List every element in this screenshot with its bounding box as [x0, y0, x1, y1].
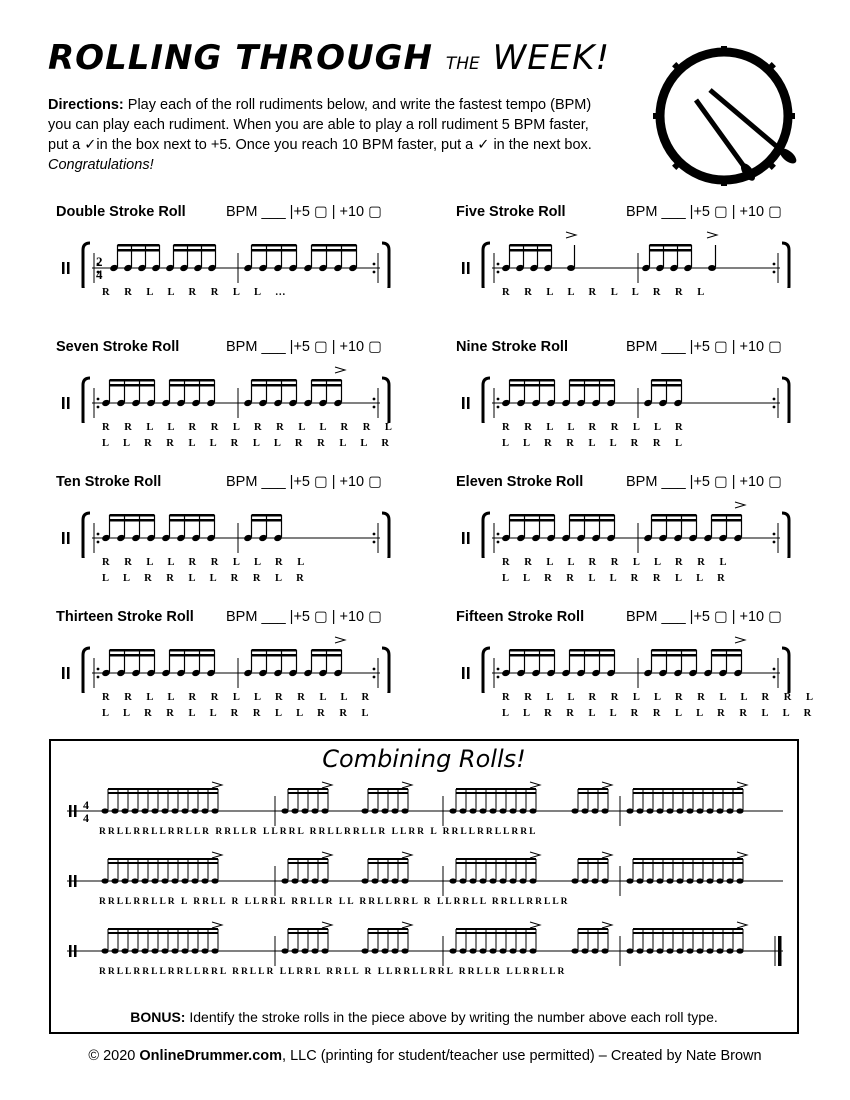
repeat-dot	[773, 668, 776, 671]
rudiment-staff	[456, 363, 801, 423]
beam	[312, 654, 342, 657]
sticking-line-2: L L R R L L R L L R R L L R	[102, 438, 396, 449]
combo-title: Combining Rolls!	[322, 745, 526, 773]
beam	[510, 379, 555, 382]
repeat-bracket	[83, 378, 90, 423]
clef	[462, 667, 465, 679]
accent	[737, 852, 747, 858]
repeat-dot	[773, 398, 776, 401]
clef	[462, 532, 465, 544]
accent	[335, 367, 345, 373]
clef	[67, 667, 70, 679]
beam	[712, 519, 742, 522]
page-title: ROLLING THROUGH THE WEEK!	[48, 38, 611, 78]
beam	[456, 928, 536, 930]
beam	[110, 519, 155, 522]
repeat-bracket	[782, 243, 789, 288]
beam	[368, 862, 408, 864]
repeat-bracket	[382, 513, 389, 558]
rudiment-name: Seven Stroke Roll	[56, 339, 180, 355]
repeat-bracket	[782, 513, 789, 558]
rudiment-section	[56, 339, 401, 469]
repeat-dot	[373, 668, 376, 671]
bpm-checkboxes[interactable]: BPM ___ |+5 ▢ | +10 ▢	[626, 339, 782, 355]
repeat-dot	[373, 398, 376, 401]
beam	[578, 932, 608, 934]
beam	[288, 928, 328, 930]
repeat-dot	[97, 406, 100, 409]
clef	[67, 397, 70, 409]
repeat-dot	[773, 533, 776, 536]
beam	[252, 379, 297, 382]
accent	[322, 852, 332, 858]
beam	[578, 928, 608, 930]
repeat-bracket	[483, 513, 490, 558]
repeat-dot	[773, 271, 776, 274]
beam	[510, 519, 555, 522]
beam	[650, 244, 692, 247]
beam	[170, 519, 215, 522]
repeat-bracket	[483, 378, 490, 423]
rudiment-staff	[456, 228, 801, 288]
clef	[67, 532, 70, 544]
beam	[252, 384, 297, 387]
bpm-checkboxes[interactable]: BPM ___ |+5 ▢ | +10 ▢	[626, 204, 782, 220]
clef	[67, 262, 70, 274]
beam	[312, 649, 342, 652]
rudiment-section	[56, 474, 401, 604]
bpm-checkboxes[interactable]: BPM ___ |+5 ▢ | +10 ▢	[226, 474, 382, 490]
beam	[170, 384, 215, 387]
sticking-line-2: L L R R L L R R L L R R L	[102, 708, 375, 719]
rudiment-name: Ten Stroke Roll	[56, 474, 162, 490]
repeat-dot	[373, 271, 376, 274]
beam	[712, 514, 742, 517]
beam	[170, 649, 215, 652]
bpm-checkboxes[interactable]: BPM ___ |+5 ▢ | +10 ▢	[626, 609, 782, 625]
repeat-dot	[497, 541, 500, 544]
repeat-dot	[373, 541, 376, 544]
beam	[108, 862, 218, 864]
accent	[735, 637, 745, 643]
beam	[578, 792, 608, 794]
sticking-line-1: R R L L R R L R R L L R R L	[102, 422, 398, 433]
beam	[368, 792, 408, 794]
combo-sticking-line2: RRLLRRLLR L RRLL R LLRRL RRLLR LL RRLLRRL R LLRRLL RRLLRRLLR	[99, 897, 570, 907]
beam	[174, 249, 216, 252]
clef	[62, 397, 65, 409]
beam	[712, 649, 742, 652]
accent	[530, 922, 540, 928]
repeat-bracket	[83, 513, 90, 558]
beam	[652, 384, 682, 387]
sticking-line-2: L L R R L L R R L L R R L L R	[502, 708, 818, 719]
beam	[252, 514, 282, 517]
beam	[118, 249, 160, 252]
bpm-checkboxes[interactable]: BPM ___ |+5 ▢ | +10 ▢	[226, 609, 382, 625]
beam	[633, 928, 743, 930]
bpm-checkboxes[interactable]: BPM ___ |+5 ▢ | +10 ▢	[626, 474, 782, 490]
beam	[570, 379, 615, 382]
beam	[368, 932, 408, 934]
beam	[170, 379, 215, 382]
rudiment-section	[56, 204, 401, 334]
beam	[110, 654, 155, 657]
rudiment-staff	[56, 498, 401, 558]
accent	[322, 782, 332, 788]
time-signature: 4	[83, 811, 89, 825]
beam	[108, 792, 218, 794]
note-head	[708, 265, 716, 271]
accent	[707, 232, 717, 238]
beam	[570, 384, 615, 387]
repeat-dot	[497, 406, 500, 409]
combo-sticking-line1: RRLLRRLLRRLLR RRLLR LLRRL RRLLRRLLR LLRR L RRLLRRLLRRL	[99, 827, 538, 837]
beam	[650, 249, 692, 252]
rudiment-section	[456, 339, 801, 469]
beam	[252, 249, 297, 252]
repeat-dot	[97, 541, 100, 544]
accent	[212, 852, 222, 858]
beam	[108, 858, 218, 860]
footer: © 2020 OnlineDrummer.com, LLC (printing for student/teacher use permitted) – Created by Nate Brown	[88, 1048, 762, 1064]
repeat-dot	[497, 676, 500, 679]
accent	[566, 232, 576, 238]
rudiment-name: Thirteen Stroke Roll	[56, 609, 194, 625]
sticking-line-1: R R L L R R L L R R L	[502, 557, 733, 568]
accent	[335, 637, 345, 643]
time-signature: 2	[96, 254, 103, 269]
clef	[462, 262, 465, 274]
sticking-line-2: L L R R L L R R L L R	[502, 573, 731, 584]
accent	[530, 852, 540, 858]
accent	[212, 782, 222, 788]
beam	[633, 788, 743, 790]
repeat-dot	[497, 263, 500, 266]
repeat-dot	[97, 676, 100, 679]
repeat-dot	[97, 668, 100, 671]
rudiment-name: Nine Stroke Roll	[456, 339, 568, 355]
repeat-bracket	[382, 243, 389, 288]
accent	[602, 782, 612, 788]
rudiment-name: Fifteen Stroke Roll	[456, 609, 585, 625]
rudiment-name: Eleven Stroke Roll	[456, 474, 584, 490]
clef	[62, 667, 65, 679]
beam	[368, 858, 408, 860]
directions-text: Play each of the roll rudiments below, and write the fastest tempo (BPM) you can play each rudiment. When you are able to play a roll rudiment 5 BPM faster, put a ✓in the box next to +5. Once you reach 10 BPM faster, put a ✓ in the next box.	[48, 97, 592, 153]
beam	[108, 928, 218, 930]
bonus-text: BONUS: Identify the stroke rolls in the piece above by writing the number above each roll type.	[130, 1009, 718, 1025]
beam	[456, 858, 536, 860]
directions-emph: Congratulations!	[48, 157, 154, 173]
beam	[712, 654, 742, 657]
beam	[652, 514, 697, 517]
beam	[633, 792, 743, 794]
directions	[48, 95, 608, 175]
beam	[312, 384, 342, 387]
beam	[312, 379, 342, 382]
beam	[312, 249, 357, 252]
beam	[510, 244, 552, 247]
beam	[633, 932, 743, 934]
beam	[252, 519, 282, 522]
repeat-dot	[497, 668, 500, 671]
repeat-bracket	[782, 378, 789, 423]
beam	[288, 862, 328, 864]
beam	[118, 244, 160, 247]
beam	[252, 649, 297, 652]
beam	[110, 384, 155, 387]
directions-label: Directions:	[48, 97, 124, 113]
beam	[633, 858, 743, 860]
sticking-line-1: R R L L R R L L …	[102, 287, 292, 298]
beam	[110, 649, 155, 652]
accent	[737, 922, 747, 928]
beam	[570, 649, 615, 652]
rudiment-staff	[456, 633, 801, 693]
combo-sticking-line3: RRLLRRLLRRLLRRL RRLLR LLRRL RRLL R LLRRLLRRL RRLLR LLRRLLR	[99, 967, 567, 977]
sticking-line-1: R R L L R R L L R	[502, 422, 689, 433]
beam	[510, 654, 555, 657]
clef	[62, 262, 65, 274]
drum-icon	[648, 46, 808, 186]
beam	[652, 519, 697, 522]
beam	[288, 932, 328, 934]
rudiment-section	[456, 204, 801, 334]
repeat-dot	[773, 676, 776, 679]
beam	[288, 858, 328, 860]
beam	[288, 792, 328, 794]
repeat-dot	[373, 533, 376, 536]
beam	[110, 379, 155, 382]
repeat-dot	[497, 533, 500, 536]
beam	[368, 928, 408, 930]
repeat-bracket	[83, 648, 90, 693]
beam	[288, 788, 328, 790]
beam	[368, 788, 408, 790]
repeat-dot	[97, 533, 100, 536]
clef	[467, 397, 470, 409]
beam	[570, 654, 615, 657]
rudiment-staff	[56, 228, 401, 288]
repeat-dot	[373, 406, 376, 409]
beam	[570, 519, 615, 522]
repeat-dot	[773, 541, 776, 544]
rudiment-section	[456, 474, 801, 604]
repeat-dot	[97, 398, 100, 401]
sticking-line-1: R R L L R L L R R L	[502, 287, 711, 298]
accent	[602, 852, 612, 858]
rudiment-section	[56, 609, 401, 739]
clef	[462, 397, 465, 409]
beam	[252, 654, 297, 657]
sticking-line-1: R R L L R R L L R R L L R	[102, 692, 376, 703]
repeat-bracket	[382, 648, 389, 693]
rudiment-staff	[456, 498, 801, 558]
beam	[110, 514, 155, 517]
repeat-bracket	[83, 243, 90, 288]
sticking-line-1: R R L L R R L L R L	[102, 557, 311, 568]
note-head	[567, 265, 575, 271]
repeat-bracket	[483, 243, 490, 288]
repeat-bracket	[483, 648, 490, 693]
accent	[402, 922, 412, 928]
rudiment-staff	[56, 363, 401, 423]
beam	[456, 862, 536, 864]
beam	[652, 649, 697, 652]
beam	[633, 862, 743, 864]
accent	[322, 922, 332, 928]
beam	[578, 862, 608, 864]
beam	[108, 788, 218, 790]
clef	[467, 262, 470, 274]
repeat-dot	[773, 263, 776, 266]
beam	[510, 249, 552, 252]
repeat-dot	[373, 263, 376, 266]
beam	[652, 654, 697, 657]
beam	[456, 932, 536, 934]
accent	[530, 782, 540, 788]
repeat-dot	[373, 676, 376, 679]
accent	[735, 502, 745, 508]
accent	[402, 852, 412, 858]
sticking-line-1: R R L L R R L L R R L L R R L	[502, 692, 819, 703]
accent	[737, 782, 747, 788]
time-signature: 4	[96, 267, 103, 282]
repeat-bracket	[382, 378, 389, 423]
beam	[456, 792, 536, 794]
beam	[108, 932, 218, 934]
final-barline	[778, 936, 782, 966]
repeat-dot	[773, 406, 776, 409]
beam	[510, 514, 555, 517]
accent	[212, 922, 222, 928]
time-signature: 4	[83, 798, 89, 812]
beam	[510, 649, 555, 652]
clef	[467, 532, 470, 544]
beam	[174, 244, 216, 247]
combining-rolls-box	[49, 739, 799, 1034]
accent	[402, 782, 412, 788]
sticking-line-2: L L R R L L R R L R	[102, 573, 310, 584]
beam	[312, 244, 357, 247]
rudiment-staff	[56, 633, 401, 693]
clef	[467, 667, 470, 679]
repeat-dot	[497, 398, 500, 401]
beam	[578, 788, 608, 790]
clef	[62, 532, 65, 544]
sticking-line-2: L L R R L L R R L	[502, 438, 689, 449]
accent	[602, 922, 612, 928]
beam	[570, 514, 615, 517]
repeat-dot	[497, 271, 500, 274]
beam	[170, 514, 215, 517]
bpm-checkboxes[interactable]: BPM ___ |+5 ▢ | +10 ▢	[226, 339, 382, 355]
beam	[510, 384, 555, 387]
beam	[578, 858, 608, 860]
beam	[652, 379, 682, 382]
rudiment-name: Double Stroke Roll	[56, 204, 186, 220]
beam	[252, 244, 297, 247]
beam	[170, 654, 215, 657]
beam	[456, 788, 536, 790]
rudiment-name: Five Stroke Roll	[456, 204, 566, 220]
bpm-checkboxes[interactable]: BPM ___ |+5 ▢ | +10 ▢	[226, 204, 382, 220]
rudiment-section	[456, 609, 819, 739]
repeat-bracket	[782, 648, 789, 693]
